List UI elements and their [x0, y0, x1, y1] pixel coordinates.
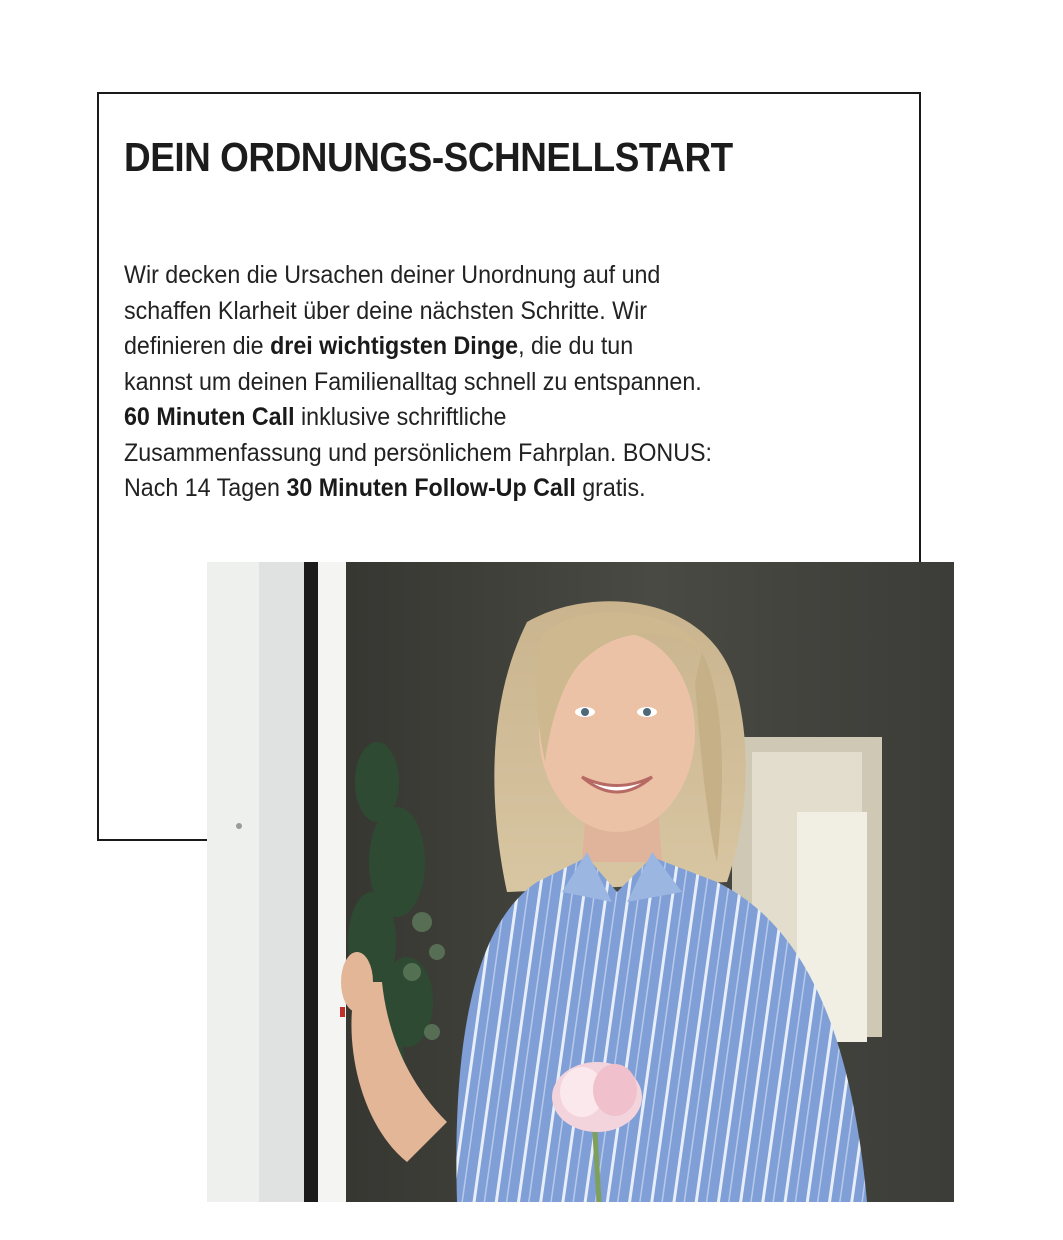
highlight-three-things: drei wichtigsten Dinge [270, 332, 519, 360]
offer-title: DEIN ORDNUNGS-SCHNELLSTART [124, 134, 733, 180]
text-segment: Zusammenfassung und persönlichem Fahrplan. BONUS: [124, 438, 712, 467]
highlight-60-minute-call: 60 Minuten Call [124, 403, 295, 431]
description-line [124, 365, 812, 401]
text-segment: Wir decken die Ursachen deiner Unordnung auf und [124, 261, 661, 289]
text-segment: kannst um deinen Familienalltag schnell zu entspannen. [124, 367, 702, 396]
text-segment: inklusive schriftliche [294, 403, 507, 431]
description-line [124, 471, 812, 507]
offer-description [124, 258, 812, 507]
text-segment: definieren die [124, 332, 271, 360]
description-line [124, 436, 812, 472]
description-line [124, 258, 812, 294]
description-line [124, 400, 812, 436]
highlight-follow-up-call: 30 Minuten Follow-Up Call [286, 474, 576, 502]
text-segment: gratis. [575, 474, 646, 502]
text-segment: Nach 14 Tagen [124, 474, 287, 502]
portrait-illustration [207, 562, 954, 1202]
text-segment: , die du tun [518, 332, 634, 360]
description-line [124, 329, 812, 365]
text-segment: schaffen Klarheit über deine nächsten Schritte. Wir [124, 296, 647, 325]
portrait-photo [207, 562, 954, 1202]
description-line [124, 294, 812, 330]
